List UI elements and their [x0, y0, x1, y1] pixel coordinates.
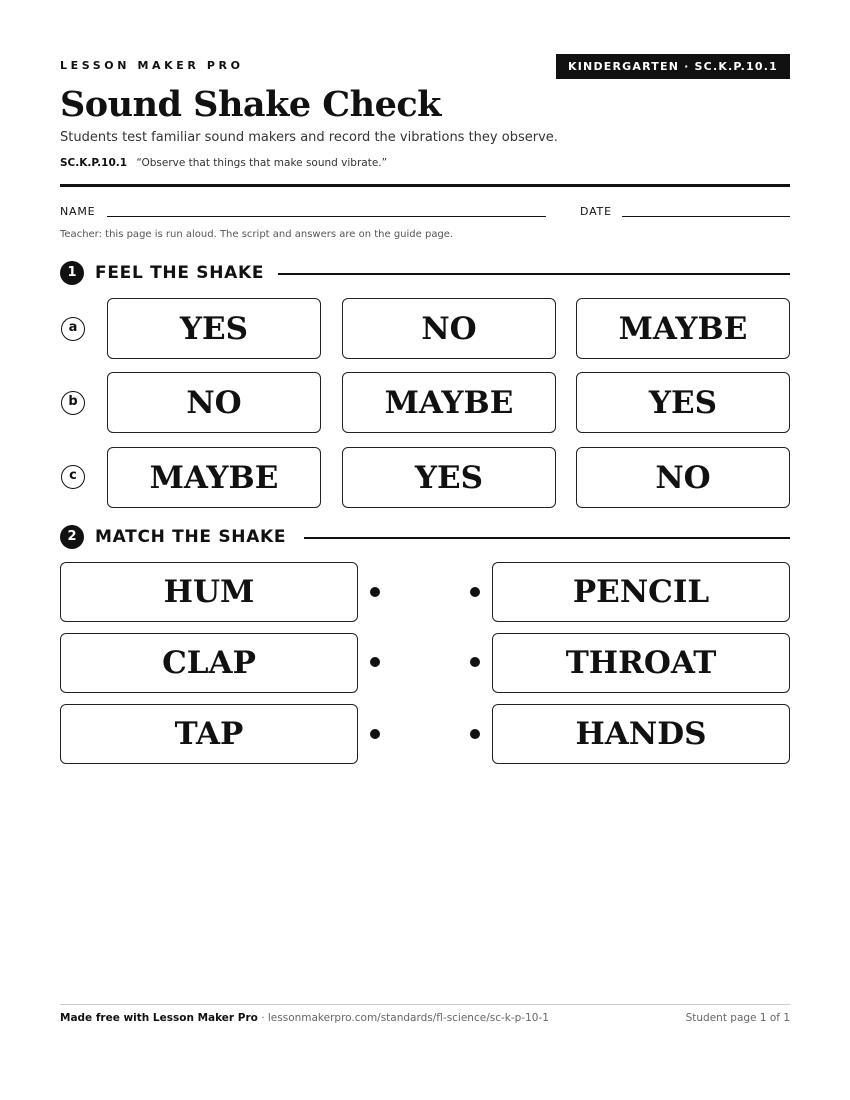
name-field[interactable]	[107, 216, 546, 217]
section-rule	[278, 273, 790, 275]
footer-divider	[60, 1004, 790, 1005]
standard-text: “Observe that things that make sound vibrate.”	[136, 157, 388, 169]
header-divider	[60, 184, 790, 187]
choice-a-1[interactable]: YES	[107, 298, 321, 359]
name-label: NAME	[60, 205, 96, 218]
choice-c-3[interactable]: NO	[576, 447, 790, 508]
grade-standard-badge: KINDERGARTEN · SC.K.P.10.1	[556, 54, 790, 79]
section-rule	[304, 537, 790, 539]
choice-c-2[interactable]: YES	[342, 447, 556, 508]
teacher-note: Teacher: this page is run aloud. The script and answers are on the guide page.	[60, 229, 454, 240]
choice-c-1[interactable]: MAYBE	[107, 447, 321, 508]
match-left-3[interactable]: TAP	[60, 704, 358, 764]
section-number: 2	[60, 525, 84, 549]
match-left-2[interactable]: CLAP	[60, 633, 358, 693]
match-dot-right-2[interactable]	[470, 657, 480, 667]
page-title: Sound Shake Check	[60, 84, 441, 125]
row-marker-c: c	[61, 465, 85, 489]
footer-page-number: Student page 1 of 1	[685, 1012, 790, 1024]
choice-b-3[interactable]: YES	[576, 372, 790, 433]
match-dot-right-3[interactable]	[470, 729, 480, 739]
match-right-2[interactable]: THROAT	[492, 633, 790, 693]
section-feel-the-shake	[60, 261, 790, 285]
match-right-1[interactable]: PENCIL	[492, 562, 790, 622]
choice-b-1[interactable]: NO	[107, 372, 321, 433]
match-dot-left-1[interactable]	[370, 587, 380, 597]
footer-credit	[60, 1012, 549, 1024]
match-dot-left-2[interactable]	[370, 657, 380, 667]
date-label: DATE	[580, 205, 612, 218]
section-title: MATCH THE SHAKE	[95, 527, 298, 547]
worksheet-page	[60, 0, 790, 1100]
date-field[interactable]	[622, 216, 790, 217]
row-marker-b: b	[61, 391, 85, 415]
footer-url[interactable]: · lessonmakerpro.com/standards/fl-science/sc-k-p-10-1	[257, 1012, 549, 1024]
section-match-the-shake	[60, 525, 790, 549]
section-number: 1	[60, 261, 84, 285]
match-right-3[interactable]: HANDS	[492, 704, 790, 764]
row-marker-a: a	[61, 317, 85, 341]
section-title: FEEL THE SHAKE	[95, 263, 276, 283]
match-left-1[interactable]: HUM	[60, 562, 358, 622]
page-subtitle: Students test familiar sound makers and record the vibrations they observe.	[60, 130, 558, 145]
footer-maker: Made free with Lesson Maker Pro	[60, 1012, 258, 1024]
match-dot-right-1[interactable]	[470, 587, 480, 597]
match-dot-left-3[interactable]	[370, 729, 380, 739]
choice-a-2[interactable]: NO	[342, 298, 556, 359]
standard-code: SC.K.P.10.1	[60, 157, 128, 169]
brand-name: LESSON MAKER PRO	[60, 59, 244, 72]
choice-a-3[interactable]: MAYBE	[576, 298, 790, 359]
choice-b-2[interactable]: MAYBE	[342, 372, 556, 433]
standard-line	[60, 157, 387, 169]
